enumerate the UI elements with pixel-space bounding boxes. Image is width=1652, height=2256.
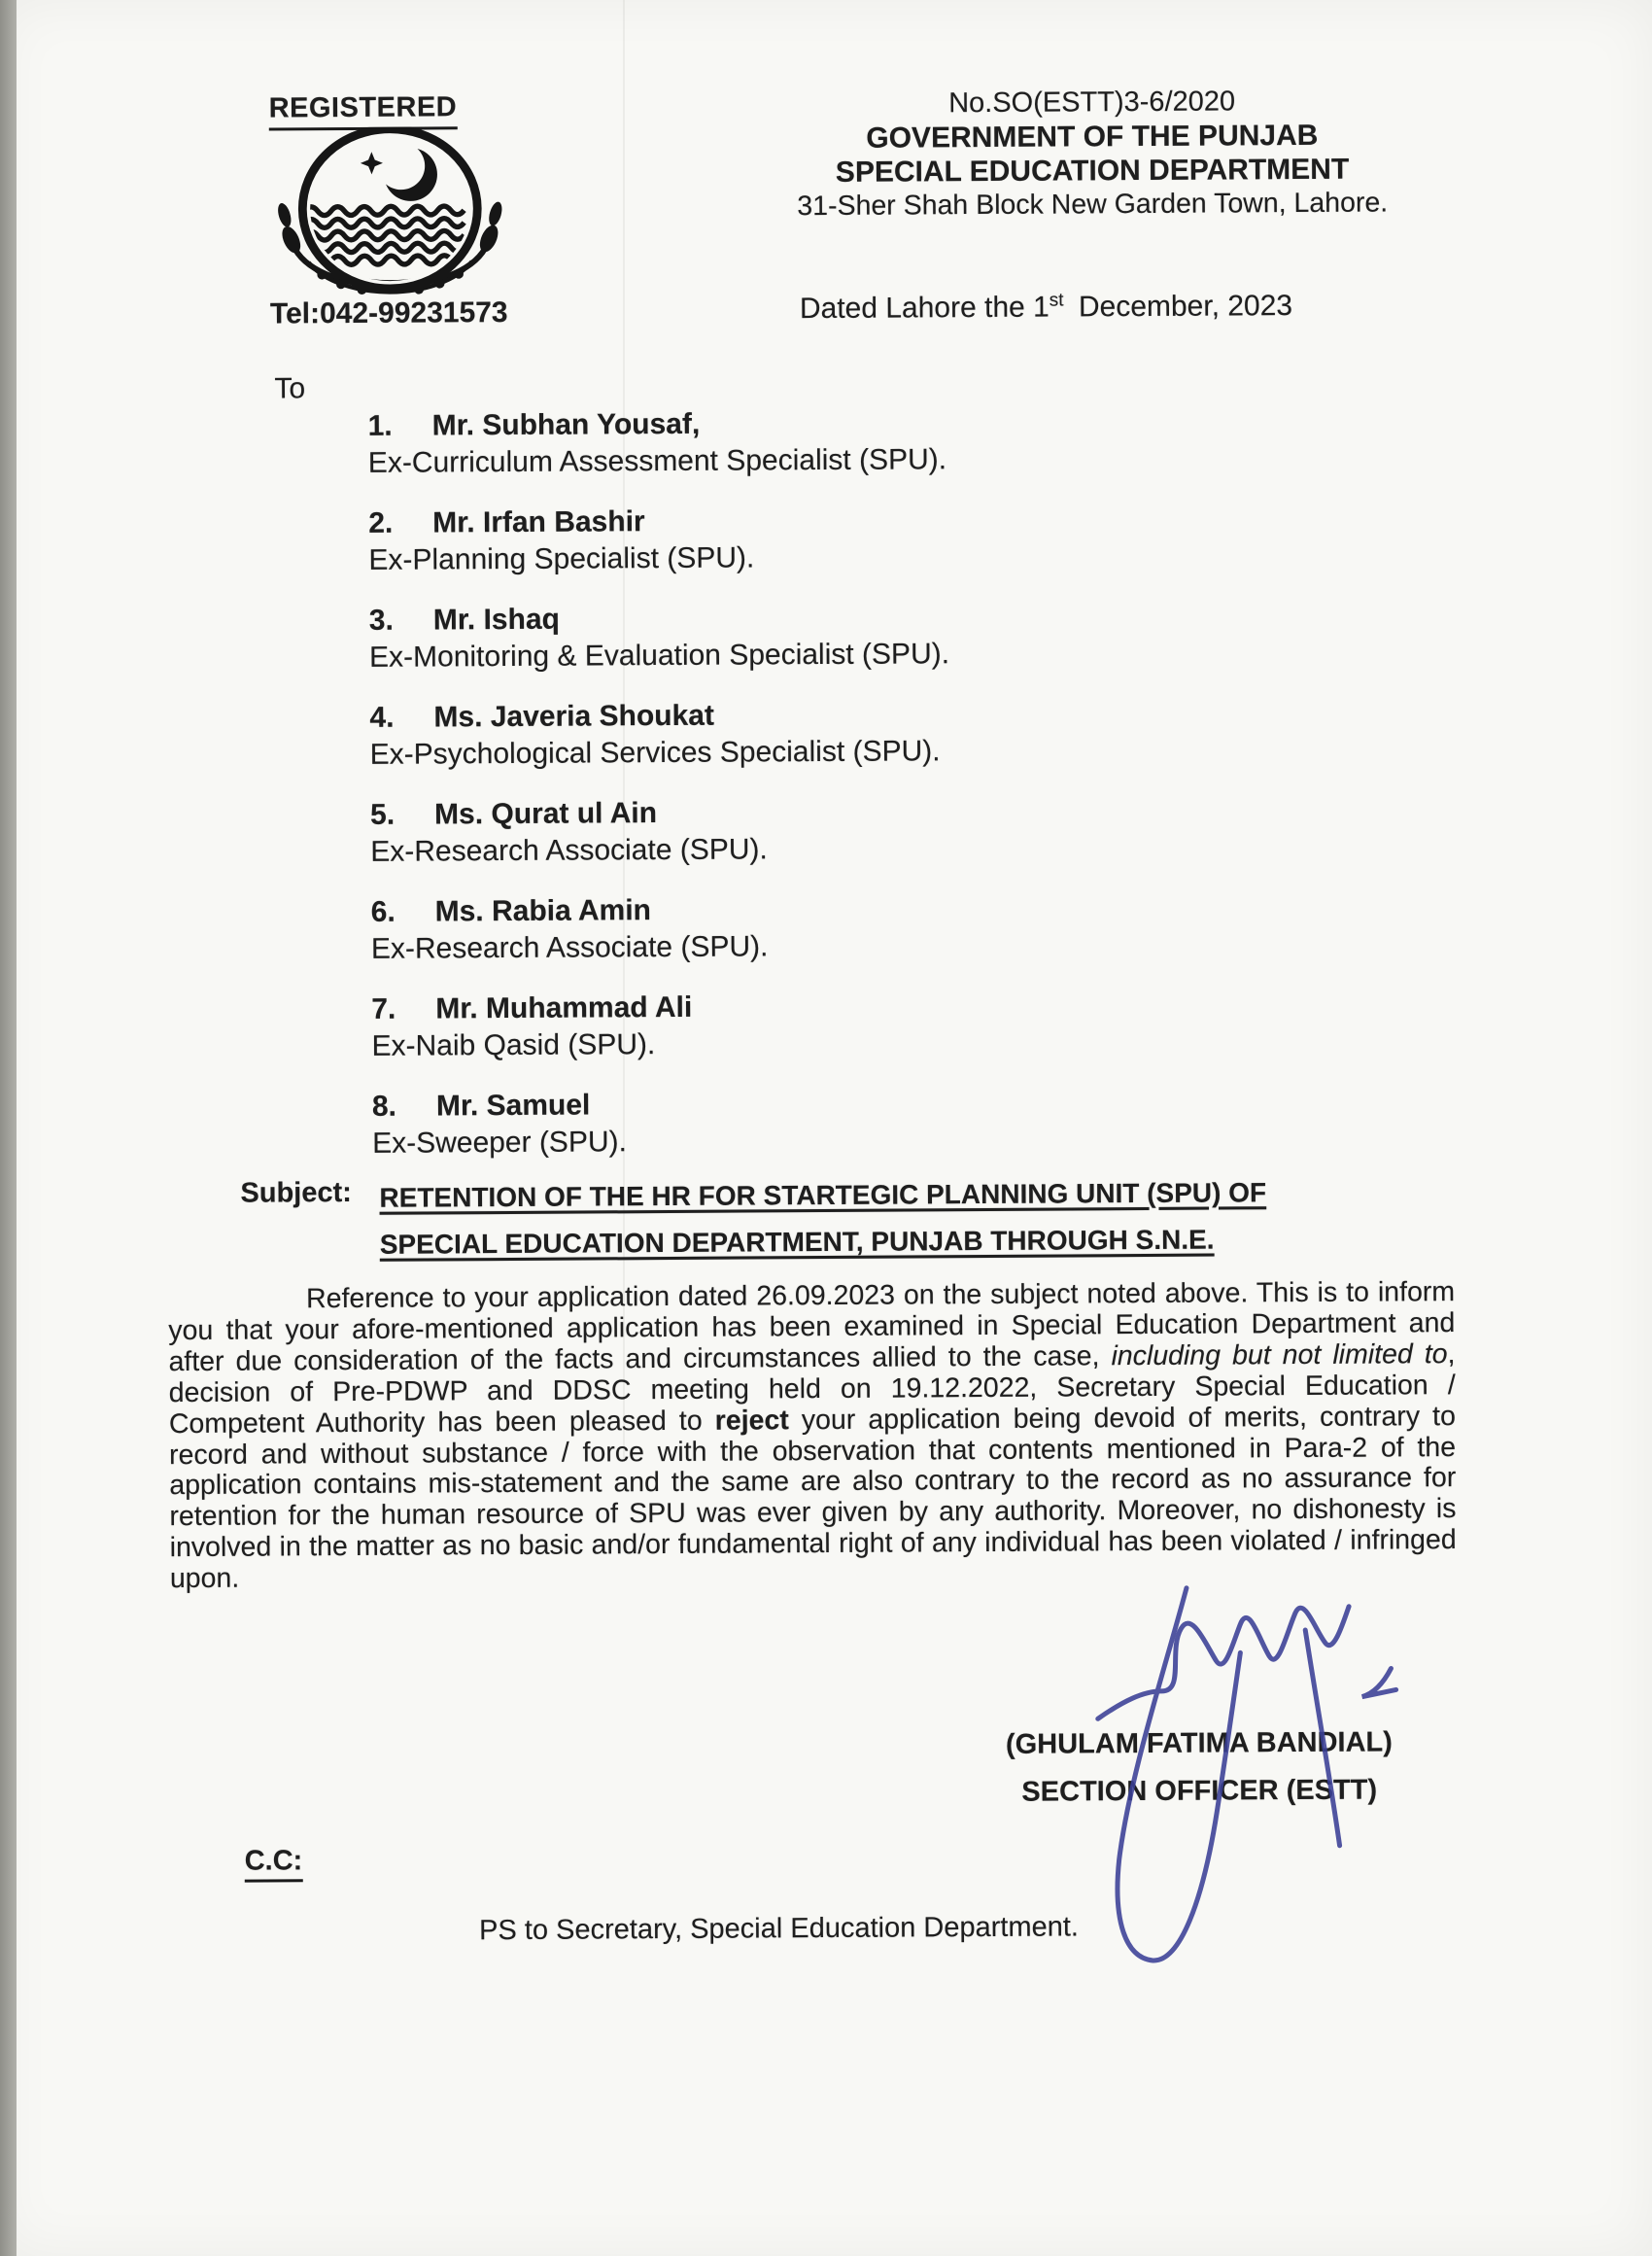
recipient-name: Mr. Subhan Yousaf, (431, 407, 701, 442)
recipient-title: Ex-Sweeper (SPU). (372, 1126, 627, 1160)
list-item (369, 696, 949, 774)
signature-block (898, 1718, 1501, 1818)
recipient-number: 8. (371, 1090, 397, 1123)
subject-text (379, 1168, 1463, 1268)
subject-line-1: RETENTION OF THE HR FOR STARTEGIC PLANNING UNIT (SPU) OF (379, 1177, 1267, 1213)
recipient-title: Ex-Research Associate (SPU). (370, 833, 768, 868)
recipient-title: Ex-Naib Qasid (SPU). (371, 1028, 656, 1062)
recipient-number: 1. (367, 409, 393, 442)
recipient-number: 2. (368, 506, 394, 539)
recipient-name: Mr. Ishaq (432, 603, 561, 637)
list-item (372, 1085, 952, 1163)
signatory-title: SECTION OFFICER (ESTT) (1021, 1774, 1378, 1808)
government-line: GOVERNMENT OF THE PUNJAB (866, 119, 1319, 155)
recipient-name: Ms. Javeria Shoukat (433, 699, 715, 734)
recipient-name: Mr. Samuel (435, 1089, 591, 1123)
subject-line-2: SPECIAL EDUCATION DEPARTMENT, PUNJAB THROUGH S.N.E. (379, 1224, 1215, 1260)
date-line (800, 289, 1292, 326)
to-label: To (274, 372, 306, 405)
date-prefix: Dated Lahore the 1 (799, 291, 1050, 326)
letterhead (733, 84, 1453, 225)
letter-body (168, 1277, 1457, 1595)
department-line: SPECIAL EDUCATION DEPARTMENT (835, 153, 1350, 189)
subject-label: Subject: (240, 1176, 352, 1209)
list-item (371, 890, 951, 968)
recipient-title: Ex-Research Associate (SPU). (370, 930, 769, 965)
reference-number: No.SO(ESTT)3-6/2020 (948, 86, 1236, 120)
recipient-title: Ex-Planning Specialist (SPU). (368, 541, 755, 576)
recipient-name: Mr. Irfan Bashir (432, 505, 645, 539)
body-text: , decision of Pre-PDWP and DDSC meeting held on 19.12.2022, Secretary Special Education / Competent Authority has been pleased to (168, 1337, 1456, 1440)
punjab-crest-logo (264, 126, 516, 299)
cc-label: C.C: (245, 1845, 303, 1882)
telephone-number: Tel:042-99231573 (269, 295, 508, 330)
recipient-name: Ms. Rabia Amin (434, 894, 652, 928)
department-address: 31-Sher Shah Block New Garden Town, Lahore. (797, 187, 1389, 223)
recipient-number: 6. (370, 895, 396, 928)
body-bold-word: reject (714, 1404, 789, 1437)
recipient-title: Ex-Psychological Services Specialist (SPU). (369, 735, 941, 771)
signatory-name: (GHULAM FATIMA BANDIAL) (1005, 1726, 1393, 1760)
date-ordinal: st (1049, 290, 1064, 311)
body-italic-phrase: including but not limited to (1111, 1337, 1448, 1372)
body-text: your application being devoid of merits, contrary to record and without substance / force with the observation that contents mentioned in Para-2 of the application contains mis-statement and the same are also contrary to the record as no assurance for retention for the human resource of SPU was ever given by any authority. Moreover, no dishonesty is involved in the matter as no basic and/or fundamental right of any individual has been violated / infringed upon. (169, 1400, 1457, 1595)
recipient-number: 7. (371, 992, 396, 1025)
registered-label: REGISTERED (269, 91, 458, 130)
list-item (369, 599, 949, 677)
recipient-number: 5. (369, 798, 396, 831)
body-text: Reference to your application dated 26.09.2023 on the subject noted above. This is to inform you that your afore-mentioned application has been examined in Special Education Department and after due consideration of the facts and circumstances allied to the case, (168, 1276, 1456, 1377)
recipient-number: 4. (369, 701, 395, 734)
list-item (368, 502, 948, 579)
recipient-title: Ex-Curriculum Assessment Specialist (SPU). (367, 443, 947, 479)
recipient-list (368, 404, 953, 1186)
list-item (370, 793, 950, 871)
recipient-name: Ms. Qurat ul Ain (433, 797, 658, 831)
cc-recipient: PS to Secretary, Special Education Department. (479, 1911, 1080, 1947)
recipient-name: Mr. Muhammad Ali (435, 990, 693, 1025)
recipient-title: Ex-Monitoring & Evaluation Specialist (SPU). (368, 638, 950, 674)
list-item (371, 988, 951, 1065)
date-suffix: December, 2023 (1078, 290, 1293, 324)
list-item (368, 404, 948, 482)
recipient-number: 3. (368, 604, 394, 637)
